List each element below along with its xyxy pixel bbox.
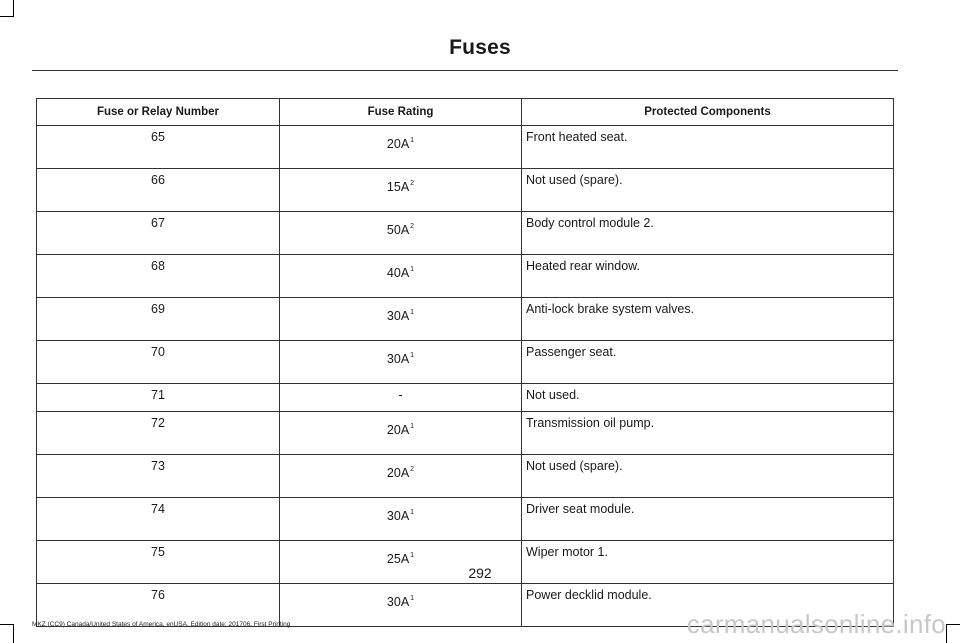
footnote-marker: 1 bbox=[410, 266, 415, 273]
fuse-number-cell: 68 bbox=[37, 255, 280, 298]
fuse-number-cell: 75 bbox=[37, 541, 280, 584]
fuse-rating-cell bbox=[280, 212, 522, 255]
protected-component-cell: Not used (spare). bbox=[522, 455, 894, 498]
footnote-marker: 2 bbox=[410, 466, 415, 473]
column-header-fuse-rating: Fuse Rating bbox=[280, 99, 522, 126]
fuse-number-cell: 71 bbox=[37, 384, 280, 412]
crop-mark bbox=[946, 625, 947, 643]
protected-component-cell: Front heated seat. bbox=[522, 126, 894, 169]
footnote-marker: 2 bbox=[410, 180, 415, 187]
table-row bbox=[37, 455, 894, 498]
column-header-fuse-number: Fuse or Relay Number bbox=[37, 99, 280, 126]
fuse-rating-value: 40A bbox=[386, 266, 410, 280]
fuse-number-cell: 74 bbox=[37, 498, 280, 541]
protected-component-cell: Anti-lock brake system valves. bbox=[522, 298, 894, 341]
protected-component-cell: Power decklid module. bbox=[522, 584, 894, 627]
protected-component-cell: Not used. bbox=[522, 384, 894, 412]
page-title: Fuses bbox=[449, 36, 511, 59]
footnote-marker: 1 bbox=[410, 509, 415, 516]
fuse-rating-value: 30A bbox=[386, 595, 410, 609]
fuse-rating-value: 15A bbox=[386, 180, 410, 194]
fuse-rating-value: 20A bbox=[386, 423, 410, 437]
fuse-rating-cell bbox=[280, 584, 522, 627]
protected-component-cell: Wiper motor 1. bbox=[522, 541, 894, 584]
fuse-rating-cell bbox=[280, 169, 522, 212]
table-body bbox=[37, 126, 894, 627]
crop-mark bbox=[13, 0, 14, 16]
table-row bbox=[37, 498, 894, 541]
watermark: carmanualsonline.info bbox=[686, 609, 946, 639]
footnote-marker: 1 bbox=[410, 423, 415, 430]
footnote-marker: 2 bbox=[410, 223, 415, 230]
footnote-marker: 1 bbox=[410, 352, 415, 359]
fuse-rating-cell bbox=[280, 255, 522, 298]
page-number: 292 bbox=[468, 565, 492, 581]
title-divider bbox=[32, 70, 898, 71]
table-row bbox=[37, 412, 894, 455]
fuse-table bbox=[36, 98, 894, 627]
table-row bbox=[37, 212, 894, 255]
fuse-rating-cell bbox=[280, 341, 522, 384]
fuse-number-cell: 66 bbox=[37, 169, 280, 212]
crop-mark bbox=[946, 624, 960, 625]
fuse-number-cell: 67 bbox=[37, 212, 280, 255]
column-header-protected-components: Protected Components bbox=[522, 99, 894, 126]
table-row bbox=[37, 169, 894, 212]
table-row bbox=[37, 126, 894, 169]
table-row bbox=[37, 384, 894, 412]
protected-component-cell: Passenger seat. bbox=[522, 341, 894, 384]
protected-component-cell: Not used (spare). bbox=[522, 169, 894, 212]
protected-component-cell: Body control module 2. bbox=[522, 212, 894, 255]
fuse-number-cell: 76 bbox=[37, 584, 280, 627]
fuse-number-cell: 70 bbox=[37, 341, 280, 384]
table-header-row bbox=[37, 99, 894, 126]
fuse-rating-cell bbox=[280, 412, 522, 455]
crop-mark bbox=[13, 625, 14, 643]
footnote-marker: 1 bbox=[410, 309, 415, 316]
protected-component-cell: Driver seat module. bbox=[522, 498, 894, 541]
footer-edition-text: MKZ (CC9) Canada/United States of America, enUSA, Edition date: 201706, First Printing bbox=[32, 621, 291, 628]
fuse-rating-value: 50A bbox=[386, 223, 410, 237]
footnote-marker: 1 bbox=[410, 137, 415, 144]
fuse-rating-cell bbox=[280, 298, 522, 341]
fuse-number-cell: 73 bbox=[37, 455, 280, 498]
fuse-rating-cell bbox=[280, 498, 522, 541]
protected-component-cell: Transmission oil pump. bbox=[522, 412, 894, 455]
fuse-number-cell: 65 bbox=[37, 126, 280, 169]
fuse-rating-value: 30A bbox=[386, 509, 410, 523]
crop-mark bbox=[0, 16, 14, 17]
fuse-number-cell: 69 bbox=[37, 298, 280, 341]
footnote-marker: 1 bbox=[410, 552, 415, 559]
fuse-rating-value: 20A bbox=[386, 137, 410, 151]
fuse-number-cell: 72 bbox=[37, 412, 280, 455]
protected-component-cell: Heated rear window. bbox=[522, 255, 894, 298]
fuse-rating-value: - bbox=[398, 388, 403, 402]
crop-mark bbox=[0, 624, 14, 625]
fuse-rating-cell bbox=[280, 126, 522, 169]
table-row bbox=[37, 341, 894, 384]
fuse-rating-value: 30A bbox=[386, 352, 410, 366]
fuse-rating-value: 30A bbox=[386, 309, 410, 323]
fuse-rating-cell bbox=[280, 455, 522, 498]
fuse-rating-cell bbox=[280, 384, 522, 412]
fuse-rating-value: 25A bbox=[386, 552, 410, 566]
fuse-rating-value: 20A bbox=[386, 466, 410, 480]
footnote-marker: 1 bbox=[410, 595, 415, 602]
table-row bbox=[37, 255, 894, 298]
table-row bbox=[37, 298, 894, 341]
